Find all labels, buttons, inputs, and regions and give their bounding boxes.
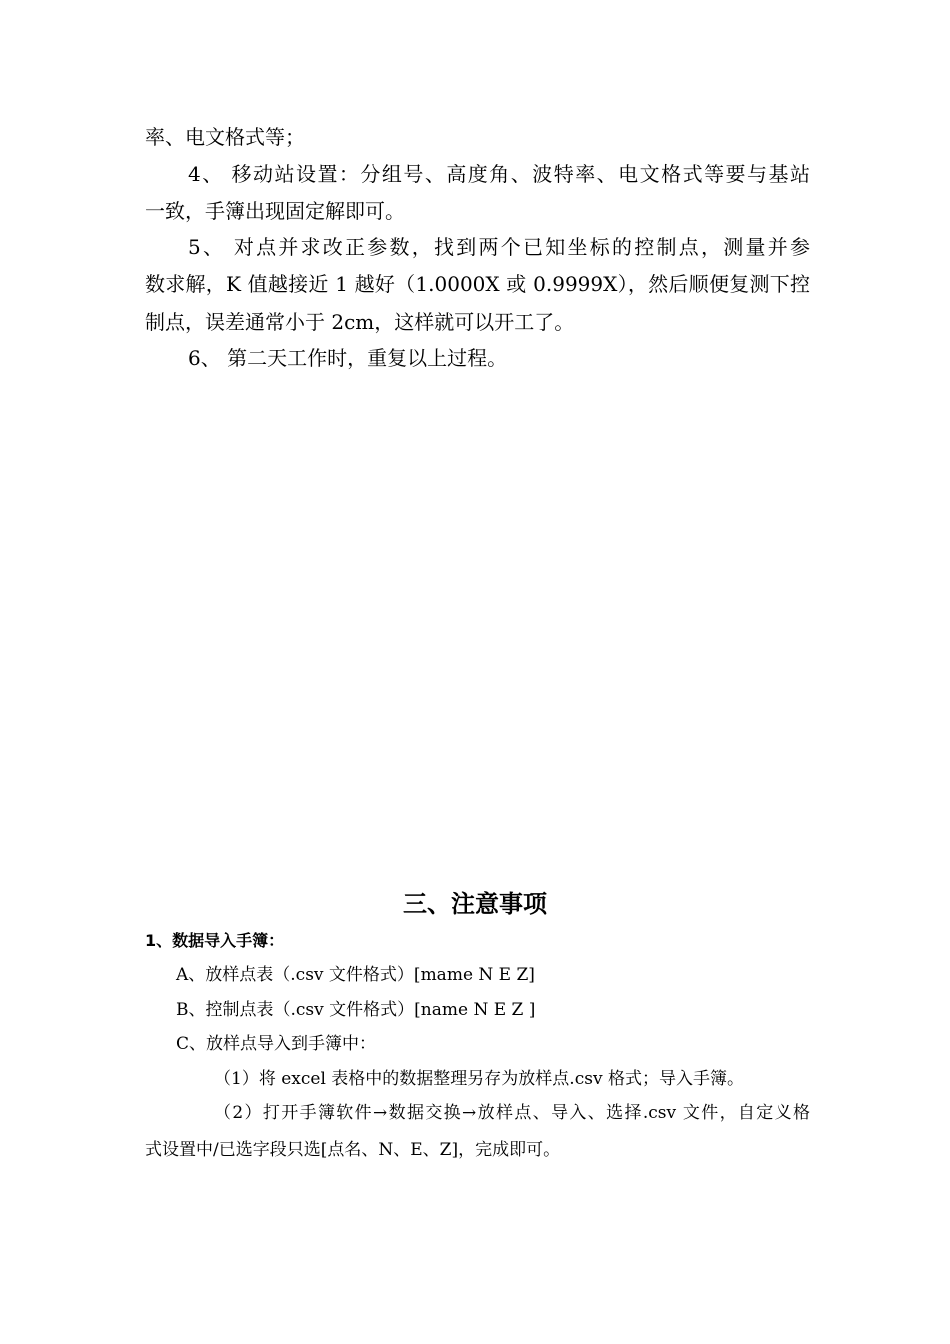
step-4-line-1: 4、 移动站设置：分组号、高度角、波特率、电文格式等要与基站 (188, 162, 810, 186)
substep-2-line-1: （2）打开手簿软件→数据交换→放样点、导入、选择.csv 文件，自定义格 (214, 1103, 810, 1123)
substep-2-line-2: 式设置中/已选字段只选[点名、N、E、Z]，完成即可。 (145, 1140, 561, 1160)
paragraph-line: 率、电文格式等； (145, 125, 305, 149)
step-5-line-1: 5、 对点并求改正参数，找到两个已知坐标的控制点，测量并参 (188, 235, 810, 259)
substep-1-line: （1）将 excel 表格中的数据整理另存为放样点.csv 格式；导入手簿。 (214, 1069, 744, 1089)
step-6-line: 6、 第二天工作时，重复以上过程。 (188, 346, 508, 370)
subheading-data-import: 1、数据导入手簿： (145, 931, 285, 950)
item-b-line: B、控制点表（.csv 文件格式）[name N E Z ] (176, 1000, 536, 1020)
item-a-line: A、放样点表（.csv 文件格式）[mame N E Z] (176, 965, 535, 985)
section-heading: 三、注意事项 (403, 890, 547, 918)
step-5-line-2: 数求解，K 值越接近 1 越好（1.0000X 或 0.9999X），然后顺便复测下控 (145, 272, 810, 296)
item-c-line: C、放样点导入到手簿中： (176, 1034, 377, 1054)
step-4-line-2: 一致，手簿出现固定解即可。 (145, 199, 405, 223)
step-5-line-3: 制点，误差通常小于 2cm，这样就可以开工了。 (145, 310, 575, 334)
